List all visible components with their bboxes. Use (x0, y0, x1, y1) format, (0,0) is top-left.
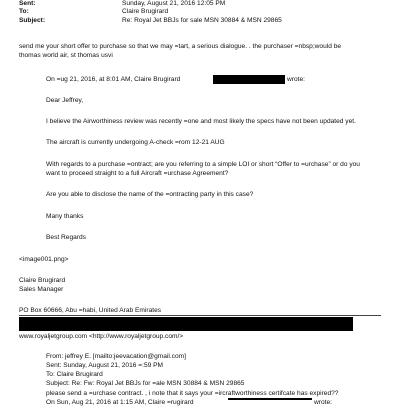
subject-value: Re: Royal Jet BBJs for sale MSN 30884 & MSN 29865 (122, 17, 282, 24)
forwarded-subject: Subject: Re: Fw: Royal Jet BBJs for =ale MSN 30884 & MSN 29865 (46, 380, 245, 387)
forwarded-intro-suffix: wrote: (314, 399, 332, 406)
forwarded-from: From: jeffrey E. [mailto:jeevacation@gmail.com] (46, 353, 186, 360)
quote-paragraph-3-line-2: want to proceed straight to a full Aircraft =urchase Agreement? (46, 170, 229, 177)
reply-line-2: thomas world air, st thomas usvi (19, 52, 113, 59)
quote-paragraph-1: I believe the Airworthiness review was recently =one and most likely the specs have not been updated yet. (46, 118, 356, 125)
signature-address: PO Box 60666, Abu =habi, United Arab Emirates (19, 307, 162, 314)
quote-paragraph-3-line-1: With regards to a purchase =ontract; are you referring to a simple LOI or short “Offer to =urchase” or do you (46, 161, 360, 168)
redaction-bar (213, 75, 285, 84)
quote-regards: Best Regards (46, 234, 86, 241)
quote-paragraph-2: The aircraft is currently undergoing A-check =rom 12-21 AUG (46, 139, 225, 146)
reply-line-1: send me your short offer to purchase so that we may =tart, a serious dialogue. . the purchaser =nbsp;would be (19, 43, 342, 50)
quote-paragraph-4: Are you able to disclose the name of the =ontracting party in this case? (46, 191, 254, 198)
forwarded-intro-prefix: On Sun, Aug 21, 2016 at 1:15 AM, Claire =rugirard (46, 399, 194, 406)
to-label: To: (19, 8, 29, 15)
quote-intro-prefix: On =ug 21, 2016, at 8:01 AM, Claire Brugirard (46, 76, 181, 83)
forwarded-body: please send a =urchase contract. , i note that it says your =ircraftworthiness certifcate has expired?? (46, 390, 339, 397)
quote-greeting: Dear Jeffrey, (46, 97, 84, 104)
redaction-bar (19, 317, 353, 331)
signature-name: Claire Brugirard (19, 277, 66, 284)
redaction-bar (228, 398, 312, 400)
signature-title: Sales Manager (19, 286, 64, 293)
quote-thanks: Many thanks (46, 213, 84, 220)
forwarded-to: To: Claire Brugirard (46, 371, 103, 378)
to-value: Claire Brugirard (122, 8, 169, 15)
signature-divider (19, 315, 381, 316)
forwarded-sent: Sent: Sunday, August 21, 2016 =:59 PM (46, 362, 163, 369)
sent-value: Sunday, August 21, 2016 12:05 PM (122, 0, 226, 7)
signature-website: www.royaljetgroup.com <http://www.royaljetgroup.com/> (19, 333, 184, 340)
quote-intro-suffix: wrote: (287, 76, 305, 83)
sent-label: Sent: (19, 0, 36, 7)
subject-label: Subject: (19, 17, 46, 24)
attachment-placeholder: <image001.png> (19, 256, 69, 263)
